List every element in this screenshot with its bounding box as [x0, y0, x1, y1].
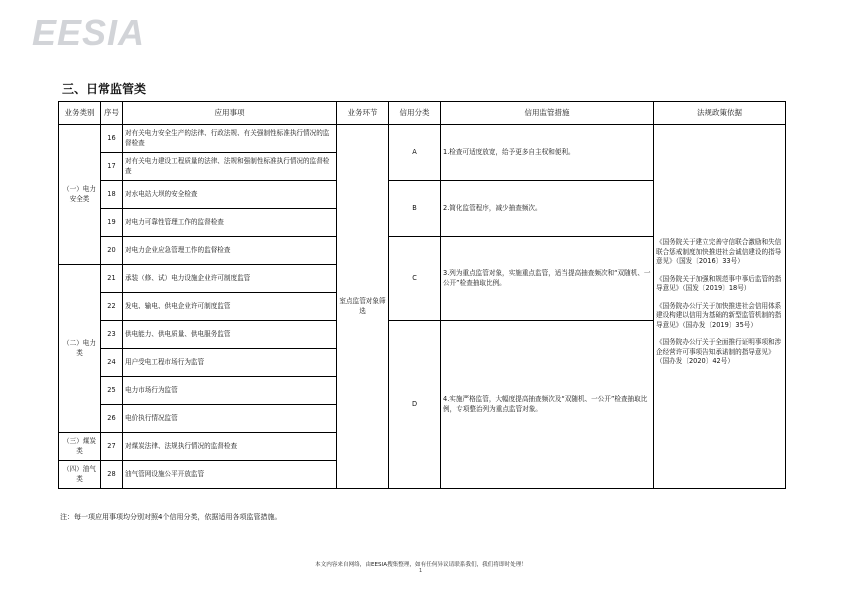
row-no: 27 — [101, 433, 123, 461]
row-item: 用户受电工程市场行为监管 — [123, 349, 337, 377]
category-cell-1: （一）电力安全类 — [59, 125, 101, 265]
footer-disclaimer: 本文内容来自网络，由EESIA搜集整理，如有任何异议请联系我们，我们将即时处理！ — [315, 562, 527, 568]
row-no: 16 — [101, 125, 123, 153]
basis-item: 《国务院办公厅关于加快推进社会信用体系建设构建以信用为基础的新型监管机制的指导意见》（国办发〔2019〕35号） — [656, 301, 782, 329]
row-item: 对煤炭法律、法规执行情况的监督检查 — [123, 433, 337, 461]
header-category: 业务类别 — [59, 102, 101, 125]
row-item: 对有关电力安全生产的法律、行政法规、有关强制性标准执行情况的监督检查 — [123, 125, 337, 153]
header-basis: 法规政策依据 — [654, 102, 786, 125]
credit-class-c: C — [389, 237, 441, 321]
credit-class-a: A — [389, 125, 441, 181]
basis-item: 《国务院办公厅关于全面推行证明事项和涉企经营许可事项告知承诺制的指导意见》（国办发〔2020〕42号） — [656, 338, 782, 366]
row-no: 25 — [101, 377, 123, 405]
header-measures: 信用监管措施 — [441, 102, 654, 125]
row-no: 21 — [101, 265, 123, 293]
row-item: 电力市场行为监管 — [123, 377, 337, 405]
row-item: 对有关电力建设工程质量的法律、法规和强制性标准执行情况的监督检查 — [123, 153, 337, 181]
row-item: 承装（修、试）电力设施企业许可制度监管 — [123, 265, 337, 293]
table-row — [59, 125, 786, 153]
row-no: 19 — [101, 209, 123, 237]
row-no: 18 — [101, 181, 123, 209]
measure-a: 1.检查可适度放宽，给予更多自主权和便利。 — [441, 125, 654, 181]
row-item: 对水电站大坝的安全检查 — [123, 181, 337, 209]
row-item: 发电、输电、供电企业许可制度监管 — [123, 293, 337, 321]
stage-cell: 室点监管对象筛选 — [337, 125, 389, 489]
category-cell-2: （二）电力类 — [59, 265, 101, 433]
row-item: 供电能力、供电质量、供电服务监管 — [123, 321, 337, 349]
row-no: 24 — [101, 349, 123, 377]
measure-d: 4.实施严格监管，大幅度提高抽查频次及“双随机、一公开”检查抽取比例，专项整治列为重点监管对象。 — [441, 321, 654, 489]
row-item: 对电力企业应急管理工作的监督检查 — [123, 237, 337, 265]
measure-c: 3.列为重点监管对象，实施重点监管，适当提高抽查频次和“双随机、一公开”检查抽取比例。 — [441, 237, 654, 321]
row-no: 26 — [101, 405, 123, 433]
header-item: 应用事项 — [123, 102, 337, 125]
regulation-table — [58, 101, 786, 489]
eesia-logo: EESIA — [32, 12, 146, 53]
page-number: 1 — [419, 568, 423, 574]
section-title: 三、日常监管类 — [62, 82, 147, 96]
basis-item: 《国务院关于加强和规范事中事后监管的指导意见》（国发〔2019〕18号） — [656, 274, 782, 293]
row-no: 20 — [101, 237, 123, 265]
row-item: 对电力可靠性管理工作的监督检查 — [123, 209, 337, 237]
header-stage: 业务环节 — [337, 102, 389, 125]
row-no: 17 — [101, 153, 123, 181]
table-note: 注：每一项应用事项均分别对照4个信用分类，依据适用各项监管措施。 — [60, 513, 282, 521]
header-credit: 信用分类 — [389, 102, 441, 125]
row-no: 23 — [101, 321, 123, 349]
row-item: 电价执行情况监管 — [123, 405, 337, 433]
basis-item: 《国务院关于建立完善守信联合激励和失信联合惩戒制度加快推进社会诚信建设的指导意见》（国发〔2016〕33号） — [656, 237, 782, 266]
table-header-row — [59, 102, 786, 125]
credit-class-b: B — [389, 181, 441, 237]
row-no: 22 — [101, 293, 123, 321]
row-item: 油气管网设施公平开放监管 — [123, 461, 337, 489]
header-no: 序号 — [101, 102, 123, 125]
category-cell-3: （三）煤炭类 — [59, 433, 101, 461]
category-cell-4: （四）油气类 — [59, 461, 101, 489]
legal-basis-cell — [654, 125, 786, 489]
credit-class-d: D — [389, 321, 441, 489]
measure-b: 2.简化监管程序，减少抽查频次。 — [441, 181, 654, 237]
row-no: 28 — [101, 461, 123, 489]
